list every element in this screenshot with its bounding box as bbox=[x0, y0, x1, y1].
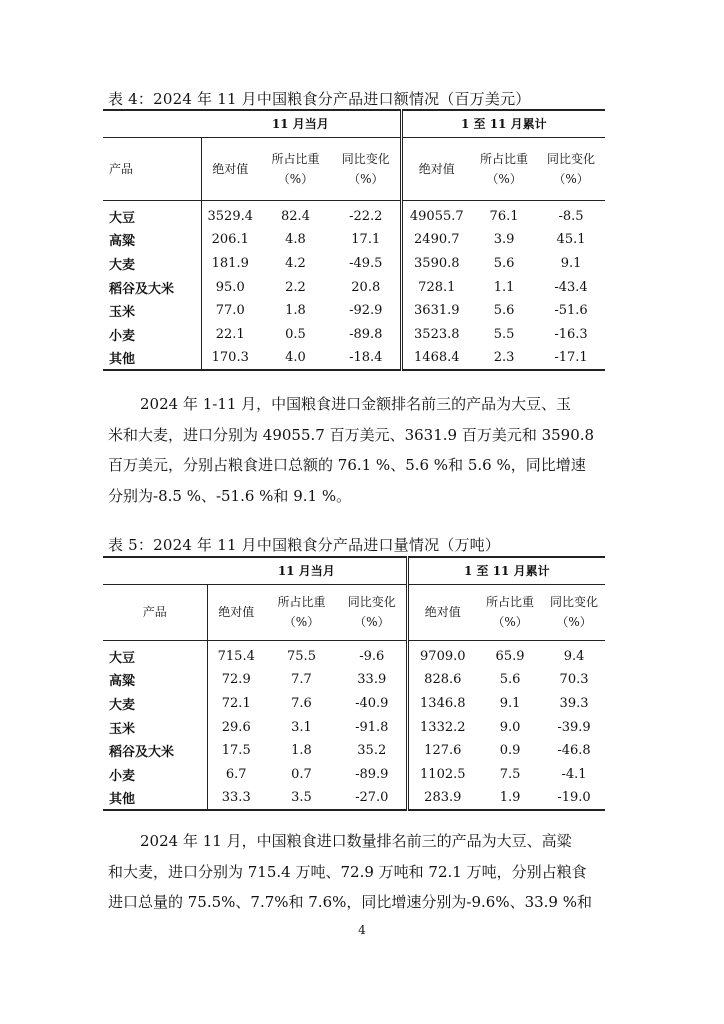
table-row: 大麦 181.9 4.2 -49.5 3590.8 5.6 9.1 bbox=[103, 252, 605, 276]
table-row: 大豆 3529.4 82.4 -22.2 49055.7 76.1 -8.5 bbox=[103, 200, 605, 228]
table4-col-cum-share: 所占比重 （%） bbox=[471, 137, 537, 200]
table5-col-cum-yoy: 同比变化 （%） bbox=[543, 584, 605, 640]
table-row: 大豆 715.4 75.5 -9.6 9709.0 65.9 9.4 bbox=[103, 640, 605, 668]
table-row: 玉米 77.0 1.8 -92.9 3631.9 5.6 -51.6 bbox=[103, 299, 605, 323]
table5-caption: 表 5：2024 年 11 月中国粮食分产品进口量情况（万吨） bbox=[108, 536, 501, 554]
paragraph-import-value-summary bbox=[108, 389, 618, 511]
table4-caption: 表 4：2024 年 11 月中国粮食分产品进口额情况（百万美元） bbox=[108, 90, 531, 108]
table4-col-cum-abs: 绝对值 bbox=[401, 137, 471, 200]
table5-group-cumulative: 1 至 11 月累计 bbox=[407, 557, 605, 584]
paragraph-line: 进口总量的 75.5%、7.7%和 7.6%，同比增速分别为-9.6%、33.9 %和 bbox=[108, 893, 593, 911]
paragraph-line: 米和大麦，进口分别为 49055.7 百万美元、3631.9 百万美元和 3590.8 bbox=[108, 425, 595, 444]
table4-col-cum-yoy: 同比变化 （%） bbox=[537, 137, 605, 200]
paragraph-line: 分别为-8.5 %、-51.6 %和 9.1 %。 bbox=[108, 486, 352, 505]
table-row: 其他 170.3 4.0 -18.4 1468.4 2.3 -17.1 bbox=[103, 346, 605, 370]
table5-col-cum-share: 所占比重 （%） bbox=[477, 584, 543, 640]
table5-header-blank bbox=[103, 557, 207, 584]
paragraph-line: 2024 年 1-11 月，中国粮食进口金额排名前三的产品为大豆、玉 bbox=[140, 395, 572, 413]
table5-col-cum-abs: 绝对值 bbox=[407, 584, 477, 640]
table-row: 小麦 22.1 0.5 -89.8 3523.8 5.5 -16.3 bbox=[103, 323, 605, 347]
table4-group-cumulative: 1 至 11 月累计 bbox=[401, 110, 605, 137]
table-row: 大麦 72.1 7.6 -40.9 1346.8 9.1 39.3 bbox=[103, 692, 605, 716]
table5-group-month: 11 月当月 bbox=[207, 557, 407, 584]
table4-col-product: 产品 bbox=[103, 137, 201, 200]
table4-col-abs: 绝对值 bbox=[201, 137, 259, 200]
table-row: 小麦 6.7 0.7 -89.9 1102.5 7.5 -4.1 bbox=[103, 763, 605, 787]
table-row: 高粱 72.9 7.7 33.9 828.6 5.6 70.3 bbox=[103, 668, 605, 692]
table5-col-product: 产品 bbox=[103, 584, 207, 640]
table-row: 稻谷及大米 17.5 1.8 35.2 127.6 0.9 -46.8 bbox=[103, 739, 605, 763]
table-row: 高粱 206.1 4.8 17.1 2490.7 3.9 45.1 bbox=[103, 228, 605, 252]
paragraph-line: 百万美元，分别占粮食进口总额的 76.1 %、5.6 %和 5.6 %，同比增速 bbox=[108, 456, 586, 474]
table5-col-yoy: 同比变化 （%） bbox=[338, 584, 407, 640]
table4-header-blank bbox=[103, 110, 201, 137]
paragraph-line: 2024 年 11 月，中国粮食进口数量排名前三的产品为大豆、高粱 bbox=[140, 832, 572, 850]
table-row: 其他 33.3 3.5 -27.0 283.9 1.9 -19.0 bbox=[103, 786, 605, 810]
table4-group-month: 11 月当月 bbox=[201, 110, 401, 137]
table5-col-share: 所占比重 （%） bbox=[265, 584, 338, 640]
table4-import-value bbox=[103, 109, 605, 371]
table-row: 玉米 29.6 3.1 -91.8 1332.2 9.0 -39.9 bbox=[103, 715, 605, 739]
table5-col-abs: 绝对值 bbox=[207, 584, 265, 640]
page-number: 4 bbox=[358, 923, 366, 937]
table5-import-volume bbox=[103, 556, 605, 811]
table4-col-yoy: 同比变化 （%） bbox=[332, 137, 401, 200]
paragraph-line: 和大麦，进口分别为 715.4 万吨、72.9 万吨和 72.1 万吨，分别占粮食 bbox=[108, 862, 587, 881]
table4-col-share: 所占比重 （%） bbox=[259, 137, 332, 200]
paragraph-import-volume-summary bbox=[108, 826, 618, 918]
table-row: 稻谷及大米 95.0 2.2 20.8 728.1 1.1 -43.4 bbox=[103, 275, 605, 299]
